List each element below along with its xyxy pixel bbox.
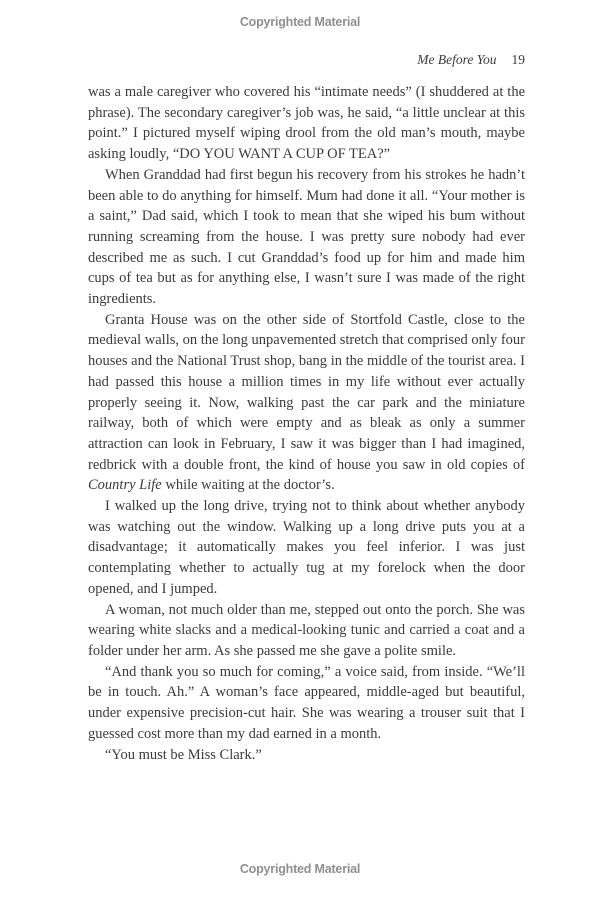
text-segment: Granta House was on the other side of Stortfold Castle, close to the medieval walls, on the long unpavemented stretch that comprised only four houses and the National Trust shop, bang in the middle of the tourist area. I had passed this house a million times in my life without ever actually properly seeing it. Now, walking past the car park and the miniature railway, both of which were empty and as bleak as only a summer attraction can look in February, I saw it was bigger than I had imagined, redbrick with a double front, the kind of house you saw in old copies of [88, 311, 525, 473]
paragraph [88, 745, 525, 766]
italic-text-segment: Country Life [88, 477, 162, 494]
copyright-notice-top: Copyrighted Material [239, 15, 361, 29]
text-segment: while waiting at the doctor’s. [161, 477, 335, 494]
text-segment: A woman, not much older than me, stepped out onto the porch. She was wearing white slacks and a medical-looking tunic and carried a coat and a folder under her arm. As she passed me she gave a polite smile. [88, 601, 525, 659]
body-text [88, 82, 525, 765]
text-segment: was a male caregiver who covered his “intimate needs” (I shuddered at the phrase). The secondary caregiver’s job was, he said, “a little unclear at this point.” I pictured myself wiping drool from the old man’s mouth, maybe asking loudly, “DO YOU WANT A CUP OF TEA?” [88, 84, 525, 163]
paragraph [88, 165, 525, 310]
text-segment: When Granddad had first begun his recovery from his strokes he hadn’t been able to do anything for himself. Mum had done it all. “Your mother is a saint,” Dad said, which I took to mean that she wiped his bum without running screaming from the house. I was pretty sure nobody had ever described me as such. I cut Granddad’s food up for him and made him cups of tea but as for anything else, I wasn’t sure I was made of the right ingredients. [88, 166, 525, 308]
text-segment: “And thank you so much for coming,” a voice said, from inside. “We’ll be in touch. Ah.” A woman’s face appeared, middle-aged but beautiful, under expensive precision-cut hair. She was wearing a trouser suit that I guessed cost more than my dad earned in a month. [88, 663, 525, 742]
copyright-notice-bottom: Copyrighted Material [239, 862, 361, 876]
paragraph [88, 310, 525, 496]
running-header-book-title: Me Before You [417, 52, 497, 67]
paragraph [88, 662, 525, 745]
paragraph [88, 496, 525, 600]
paragraph [88, 600, 525, 662]
page-number: 19 [511, 52, 525, 67]
text-segment: I walked up the long drive, trying not to think about whether anybody was watching out the window. Walking up a long drive puts you at a disadvantage; it automatically makes you feel inferior. I was just contemplating whether to actually tug at my forelock when the door opened, and I jumped. [88, 498, 525, 597]
running-header [88, 52, 525, 68]
text-segment: “You must be Miss Clark.” [105, 746, 262, 763]
paragraph [88, 82, 525, 165]
